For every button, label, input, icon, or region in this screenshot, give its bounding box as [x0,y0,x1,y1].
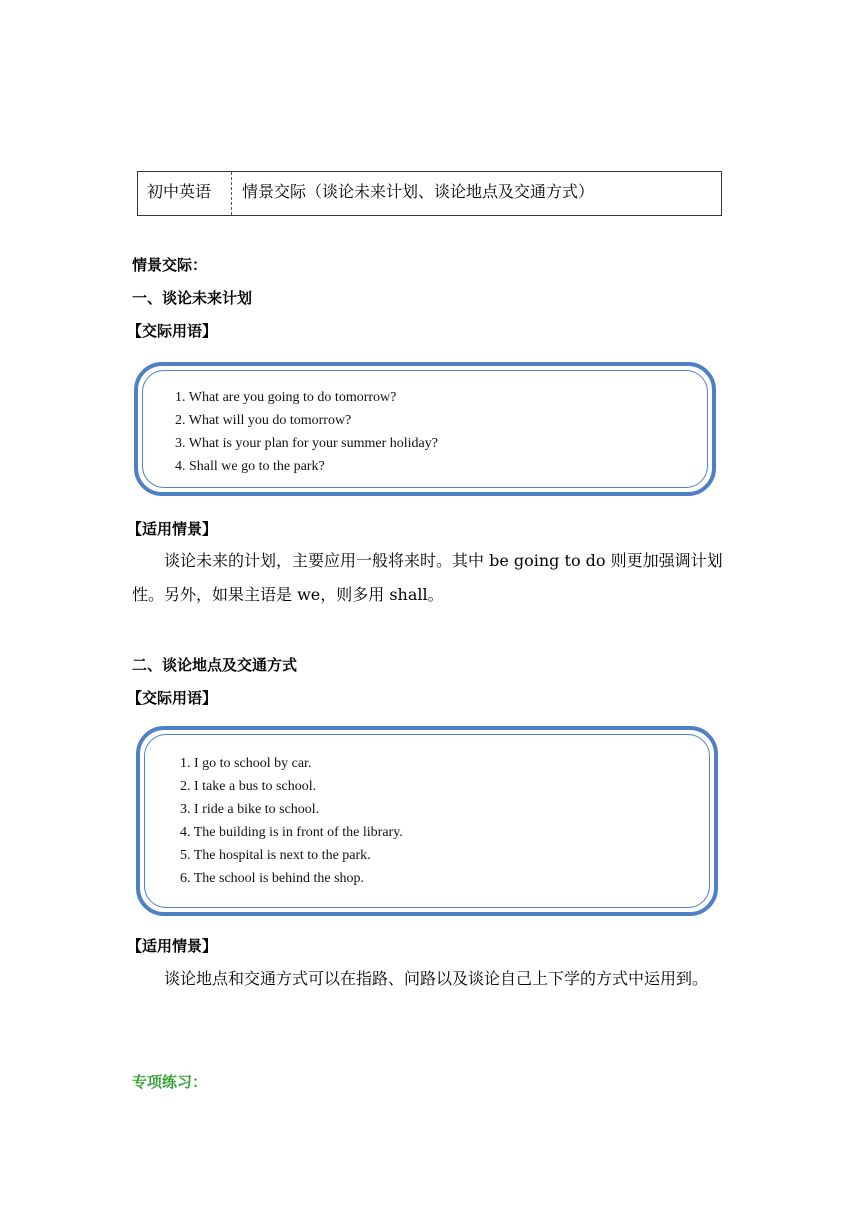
list-item: 6. The school is behind the shop. [180,871,365,886]
list-item: 4. Shall we go to the park? [175,459,325,474]
section1-phrase-box [134,362,716,496]
section2-phrases-label: 【交际用语】 [127,689,218,707]
practice-title: 专项练习： [132,1073,208,1091]
header-table [137,171,722,216]
section2-usage-label: 【适用情景】 [127,937,218,955]
section1-usage-text: 谈论未来的计划，主要应用一般将来时。其中 be going to do 则更加强调计划性。另外，如果主语是 we，则多用 shall。 [132,551,723,604]
section1-usage-label: 【适用情景】 [127,520,218,538]
list-item: 1. I go to school by car. [180,756,312,771]
list-item: 3. I ride a bike to school. [180,802,320,817]
list-item: 5. The hospital is next to the park. [180,848,371,863]
section1-title: 一、谈论未来计划 [132,289,253,307]
list-item: 2. What will you do tomorrow? [175,413,352,428]
section1-phrase-list [175,386,438,478]
intro-title: 情景交际： [132,256,208,274]
list-item: 2. I take a bus to school. [180,779,317,794]
list-item: 3. What is your plan for your summer holiday? [175,436,438,451]
section1-phrases-label: 【交际用语】 [127,322,218,340]
list-item: 1. What are you going to do tomorrow? [175,390,397,405]
subject-cell: 初中英语 [138,172,232,215]
topic-cell: 情景交际（谈论未来计划、谈论地点及交通方式） [242,182,595,201]
section2-title: 二、谈论地点及交通方式 [132,656,298,674]
list-item: 4. The building is in front of the library. [180,825,403,840]
section2-phrase-list [180,752,403,890]
section2-phrase-box [136,726,718,916]
section2-usage-text: 谈论地点和交通方式可以在指路、问路以及谈论自己上下学的方式中运用到。 [164,969,709,988]
